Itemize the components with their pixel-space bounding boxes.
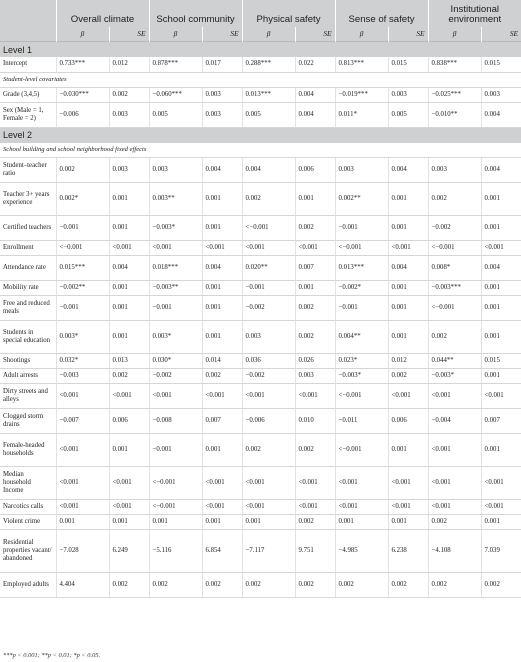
beta-value-cell: −0.007 bbox=[56, 408, 109, 433]
beta-value-cell: <0.001 bbox=[242, 499, 295, 514]
beta-value-cell: <0.001 bbox=[242, 383, 295, 408]
beta-value-cell: 0.023* bbox=[335, 353, 388, 368]
se-value-cell: 9.751 bbox=[295, 529, 335, 572]
se-value-cell: <0.001 bbox=[388, 499, 428, 514]
se-value-cell: 0.001 bbox=[109, 215, 149, 240]
row-label: Student–teacher ratio bbox=[0, 157, 56, 182]
beta-value-cell: −0.001 bbox=[335, 215, 388, 240]
se-value-cell: <0.001 bbox=[202, 240, 242, 255]
beta-value-cell: <0.001 bbox=[428, 499, 481, 514]
beta-value-cell: −7.117 bbox=[242, 529, 295, 572]
row-label: Violent crime bbox=[0, 514, 56, 529]
beta-value-cell: −0.003* bbox=[428, 368, 481, 383]
beta-value-cell: 0.015*** bbox=[56, 255, 109, 280]
se-value-cell: <0.001 bbox=[388, 466, 428, 499]
se-value-cell: 0.006 bbox=[109, 408, 149, 433]
beta-value-cell: <0.001 bbox=[149, 240, 202, 255]
beta-value-cell: −0.002 bbox=[242, 295, 295, 320]
se-value-cell: 0.001 bbox=[109, 182, 149, 215]
se-header: SE bbox=[109, 27, 149, 42]
se-value-cell: 0.001 bbox=[295, 280, 335, 295]
se-header: SE bbox=[388, 27, 428, 42]
header-physical-safety: Physical safety bbox=[242, 0, 335, 27]
beta-value-cell: 0.005 bbox=[149, 102, 202, 127]
beta-value-cell: −0.060*** bbox=[149, 87, 202, 102]
row-label: Median household Income bbox=[0, 466, 56, 499]
se-value-cell: 0.001 bbox=[202, 514, 242, 529]
beta-value-cell: <−0.001 bbox=[149, 466, 202, 499]
se-value-cell: <0.001 bbox=[388, 240, 428, 255]
beta-value-cell: 0.733*** bbox=[56, 57, 109, 72]
beta-value-cell: 0.001 bbox=[335, 514, 388, 529]
se-value-cell: 0.001 bbox=[388, 320, 428, 353]
se-value-cell: 0.001 bbox=[481, 295, 521, 320]
beta-value-cell: <0.001 bbox=[56, 433, 109, 466]
row-label: Mobility rate bbox=[0, 280, 56, 295]
se-value-cell: 0.015 bbox=[481, 353, 521, 368]
beta-value-cell: 0.044** bbox=[428, 353, 481, 368]
beta-value-cell: 0.002 bbox=[335, 572, 388, 597]
row-label: Sex (Male = 1, Female = 2) bbox=[0, 102, 56, 127]
beta-value-cell: −0.001 bbox=[149, 433, 202, 466]
se-value-cell: 0.001 bbox=[295, 182, 335, 215]
se-value-cell: 6.238 bbox=[388, 529, 428, 572]
beta-value-cell: 0.002 bbox=[428, 514, 481, 529]
beta-value-cell: −0.006 bbox=[242, 408, 295, 433]
beta-value-cell: <−0.001 bbox=[335, 383, 388, 408]
table-row bbox=[0, 383, 521, 408]
se-value-cell: 0.004 bbox=[481, 157, 521, 182]
table-row bbox=[0, 466, 521, 499]
beta-value-cell: 0.003 bbox=[428, 157, 481, 182]
beta-value-cell: −0.003*** bbox=[428, 280, 481, 295]
beta-value-cell: <0.001 bbox=[149, 383, 202, 408]
se-value-cell: 0.007 bbox=[295, 255, 335, 280]
se-value-cell: 0.002 bbox=[295, 215, 335, 240]
se-value-cell: 0.001 bbox=[481, 514, 521, 529]
beta-value-cell: 0.002 bbox=[428, 182, 481, 215]
se-value-cell: 0.022 bbox=[295, 57, 335, 72]
beta-value-cell: <−0.001 bbox=[428, 295, 481, 320]
table-row bbox=[0, 368, 521, 383]
outcome-header-row bbox=[0, 0, 521, 27]
level-1-label: Level 1 bbox=[0, 42, 521, 58]
se-value-cell: <0.001 bbox=[202, 466, 242, 499]
table-row bbox=[0, 215, 521, 240]
table-row bbox=[0, 182, 521, 215]
se-value-cell: 0.001 bbox=[481, 368, 521, 383]
se-value-cell: 0.006 bbox=[295, 157, 335, 182]
se-value-cell: <0.001 bbox=[109, 383, 149, 408]
beta-value-cell: <0.001 bbox=[242, 240, 295, 255]
beta-value-cell: 0.004 bbox=[242, 157, 295, 182]
beta-value-cell: <−0.001 bbox=[242, 215, 295, 240]
beta-value-cell: −0.002 bbox=[242, 368, 295, 383]
header-sense-of-safety: Sense of safety bbox=[335, 0, 428, 27]
row-label: Enrollment bbox=[0, 240, 56, 255]
se-value-cell: 0.001 bbox=[202, 295, 242, 320]
se-value-cell: 0.002 bbox=[388, 368, 428, 383]
se-value-cell: <0.001 bbox=[109, 240, 149, 255]
table-row bbox=[0, 529, 521, 572]
beta-value-cell: −0.001 bbox=[56, 295, 109, 320]
beta-value-cell: <−0.001 bbox=[149, 499, 202, 514]
se-value-cell: 0.015 bbox=[388, 57, 428, 72]
beta-value-cell: −0.003* bbox=[149, 215, 202, 240]
se-value-cell: <0.001 bbox=[109, 499, 149, 514]
se-value-cell: <0.001 bbox=[295, 466, 335, 499]
beta-value-cell: 0.001 bbox=[149, 514, 202, 529]
se-value-cell: <0.001 bbox=[295, 383, 335, 408]
beta-value-cell: <−0.001 bbox=[335, 433, 388, 466]
beta-value-cell: 0.001 bbox=[242, 514, 295, 529]
se-value-cell: 0.012 bbox=[388, 353, 428, 368]
se-value-cell: 0.001 bbox=[481, 215, 521, 240]
beta-header: β bbox=[242, 27, 295, 42]
beta-value-cell: 0.030* bbox=[149, 353, 202, 368]
se-value-cell: 0.026 bbox=[295, 353, 335, 368]
table-row bbox=[0, 157, 521, 182]
beta-value-cell: <0.001 bbox=[428, 433, 481, 466]
table-row bbox=[0, 572, 521, 597]
se-value-cell: 0.002 bbox=[295, 572, 335, 597]
se-value-cell: 0.015 bbox=[481, 57, 521, 72]
beta-value-cell: −0.001 bbox=[56, 215, 109, 240]
se-value-cell: 0.001 bbox=[388, 295, 428, 320]
covariates-subheader bbox=[0, 72, 521, 87]
se-value-cell: <0.001 bbox=[388, 383, 428, 408]
se-value-cell: 0.001 bbox=[202, 280, 242, 295]
table-row bbox=[0, 408, 521, 433]
beta-value-cell: −0.010** bbox=[428, 102, 481, 127]
se-value-cell: <0.001 bbox=[109, 466, 149, 499]
se-value-cell: 6.854 bbox=[202, 529, 242, 572]
se-value-cell: 0.002 bbox=[481, 572, 521, 597]
level-2-header bbox=[0, 127, 521, 143]
beta-value-cell: 0.002** bbox=[335, 182, 388, 215]
se-value-cell: 0.001 bbox=[481, 182, 521, 215]
se-value-cell: 0.001 bbox=[109, 514, 149, 529]
se-value-cell: 0.001 bbox=[481, 280, 521, 295]
row-label: Grade (3,4,5) bbox=[0, 87, 56, 102]
beta-value-cell: −0.008 bbox=[149, 408, 202, 433]
beta-value-cell: 0.003** bbox=[149, 182, 202, 215]
beta-value-cell: 0.020** bbox=[242, 255, 295, 280]
row-label: Adult arrests bbox=[0, 368, 56, 383]
se-value-cell: 0.007 bbox=[202, 408, 242, 433]
se-value-cell: 0.001 bbox=[202, 433, 242, 466]
table-row bbox=[0, 240, 521, 255]
beta-value-cell: 0.003* bbox=[56, 320, 109, 353]
row-label: Intercept bbox=[0, 57, 56, 72]
beta-value-cell: <0.001 bbox=[428, 383, 481, 408]
se-value-cell: 0.002 bbox=[388, 572, 428, 597]
row-label: Clogged storm drains bbox=[0, 408, 56, 433]
beta-value-cell: 0.036 bbox=[242, 353, 295, 368]
stat-header-row bbox=[0, 27, 521, 42]
beta-value-cell: 0.003 bbox=[242, 320, 295, 353]
beta-value-cell: 0.032* bbox=[56, 353, 109, 368]
table-row bbox=[0, 433, 521, 466]
se-value-cell: <0.001 bbox=[295, 240, 335, 255]
beta-value-cell: 0.003* bbox=[149, 320, 202, 353]
beta-value-cell: 0.018*** bbox=[149, 255, 202, 280]
se-value-cell: 6.249 bbox=[109, 529, 149, 572]
beta-value-cell: <0.001 bbox=[242, 466, 295, 499]
row-label: Students in special education bbox=[0, 320, 56, 353]
beta-value-cell: −0.002 bbox=[428, 215, 481, 240]
beta-value-cell: 0.002 bbox=[242, 182, 295, 215]
se-value-cell: <0.001 bbox=[481, 240, 521, 255]
se-header: SE bbox=[295, 27, 335, 42]
beta-value-cell: −7.028 bbox=[56, 529, 109, 572]
se-value-cell: 0.002 bbox=[109, 572, 149, 597]
beta-value-cell: −0.003** bbox=[149, 280, 202, 295]
se-value-cell: 0.003 bbox=[109, 157, 149, 182]
se-value-cell: 0.001 bbox=[481, 320, 521, 353]
se-value-cell: 0.002 bbox=[295, 433, 335, 466]
row-label: Free and reduced meals bbox=[0, 295, 56, 320]
se-value-cell: 0.017 bbox=[202, 57, 242, 72]
beta-value-cell: −4.108 bbox=[428, 529, 481, 572]
se-value-cell: 0.001 bbox=[202, 320, 242, 353]
covariates-label: Student-level covariates bbox=[0, 72, 521, 87]
beta-value-cell: −0.025*** bbox=[428, 87, 481, 102]
row-label: Attendance rate bbox=[0, 255, 56, 280]
beta-value-cell: <0.001 bbox=[56, 466, 109, 499]
effects-subheader bbox=[0, 143, 521, 158]
se-value-cell: 0.002 bbox=[295, 295, 335, 320]
table-row bbox=[0, 57, 521, 72]
se-value-cell: 0.003 bbox=[388, 87, 428, 102]
beta-value-cell: <0.001 bbox=[56, 499, 109, 514]
beta-value-cell: <−0.001 bbox=[428, 240, 481, 255]
se-value-cell: 0.003 bbox=[109, 102, 149, 127]
beta-value-cell: 0.002 bbox=[56, 157, 109, 182]
table-row bbox=[0, 295, 521, 320]
se-value-cell: 0.001 bbox=[202, 215, 242, 240]
se-value-cell: 0.004 bbox=[295, 102, 335, 127]
se-value-cell: 0.004 bbox=[481, 102, 521, 127]
header-school-community: School community bbox=[149, 0, 242, 27]
se-value-cell: 0.001 bbox=[388, 280, 428, 295]
se-value-cell: 0.003 bbox=[202, 102, 242, 127]
beta-value-cell: −0.003 bbox=[56, 368, 109, 383]
beta-value-cell: 0.011* bbox=[335, 102, 388, 127]
beta-header: β bbox=[56, 27, 109, 42]
level-2-label: Level 2 bbox=[0, 127, 521, 143]
beta-value-cell: −0.019*** bbox=[335, 87, 388, 102]
beta-value-cell: 0.002 bbox=[428, 572, 481, 597]
beta-value-cell: 0.005 bbox=[242, 102, 295, 127]
beta-value-cell: −0.002* bbox=[335, 280, 388, 295]
corner-cell bbox=[0, 0, 56, 27]
beta-header: β bbox=[149, 27, 202, 42]
se-value-cell: 0.002 bbox=[295, 320, 335, 353]
beta-value-cell: 0.878*** bbox=[149, 57, 202, 72]
table-row bbox=[0, 87, 521, 102]
table-row bbox=[0, 102, 521, 127]
se-value-cell: 0.003 bbox=[202, 87, 242, 102]
se-value-cell: 0.003 bbox=[295, 368, 335, 383]
level-1-header bbox=[0, 42, 521, 58]
beta-value-cell: −0.030*** bbox=[56, 87, 109, 102]
se-value-cell: 0.002 bbox=[295, 514, 335, 529]
se-value-cell: 0.001 bbox=[388, 433, 428, 466]
se-header: SE bbox=[481, 27, 521, 42]
se-value-cell: <0.001 bbox=[202, 499, 242, 514]
se-value-cell: 0.004 bbox=[202, 255, 242, 280]
se-value-cell: 0.001 bbox=[109, 280, 149, 295]
beta-value-cell: −0.001 bbox=[335, 295, 388, 320]
beta-value-cell: 0.002* bbox=[56, 182, 109, 215]
beta-header: β bbox=[428, 27, 481, 42]
beta-value-cell: 0.013*** bbox=[335, 255, 388, 280]
se-value-cell: 0.003 bbox=[481, 87, 521, 102]
header-institutional-environment: Institutional environment bbox=[428, 0, 521, 27]
beta-value-cell: <0.001 bbox=[428, 466, 481, 499]
beta-value-cell: 0.003 bbox=[335, 157, 388, 182]
table-row bbox=[0, 320, 521, 353]
beta-value-cell: 0.001 bbox=[56, 514, 109, 529]
se-value-cell: 0.002 bbox=[202, 368, 242, 383]
se-value-cell: 0.013 bbox=[109, 353, 149, 368]
row-label: Dirty streets and alleys bbox=[0, 383, 56, 408]
beta-value-cell: 0.002 bbox=[242, 433, 295, 466]
beta-value-cell: <−0.001 bbox=[56, 240, 109, 255]
se-value-cell: 0.001 bbox=[202, 182, 242, 215]
se-value-cell: 0.002 bbox=[109, 368, 149, 383]
beta-value-cell: −4.985 bbox=[335, 529, 388, 572]
row-label: Certified teachers bbox=[0, 215, 56, 240]
beta-value-cell: −0.004 bbox=[428, 408, 481, 433]
table-row bbox=[0, 514, 521, 529]
beta-value-cell: 0.004** bbox=[335, 320, 388, 353]
se-value-cell: 0.001 bbox=[109, 320, 149, 353]
se-value-cell: 0.001 bbox=[388, 514, 428, 529]
beta-header: β bbox=[335, 27, 388, 42]
se-value-cell: 0.001 bbox=[481, 433, 521, 466]
se-value-cell: 0.012 bbox=[109, 57, 149, 72]
beta-value-cell: 0.002 bbox=[428, 320, 481, 353]
se-value-cell: <0.001 bbox=[481, 383, 521, 408]
se-value-cell: 0.005 bbox=[388, 102, 428, 127]
se-value-cell: 0.002 bbox=[109, 87, 149, 102]
se-value-cell: 0.001 bbox=[388, 215, 428, 240]
beta-value-cell: −0.003* bbox=[335, 368, 388, 383]
se-value-cell: 0.007 bbox=[481, 408, 521, 433]
row-label: Female-headed households bbox=[0, 433, 56, 466]
row-label: Shootings bbox=[0, 353, 56, 368]
row-label: Residential properties vacant/ abandoned bbox=[0, 529, 56, 572]
table-row bbox=[0, 255, 521, 280]
beta-value-cell: −0.006 bbox=[56, 102, 109, 127]
se-value-cell: 0.004 bbox=[295, 87, 335, 102]
se-value-cell: <0.001 bbox=[202, 383, 242, 408]
table-row bbox=[0, 280, 521, 295]
se-value-cell: 0.006 bbox=[388, 408, 428, 433]
beta-value-cell: <0.001 bbox=[335, 499, 388, 514]
corner-cell bbox=[0, 27, 56, 42]
se-value-cell: 0.001 bbox=[388, 182, 428, 215]
beta-value-cell: 0.838*** bbox=[428, 57, 481, 72]
row-label: Teacher 3+ years experience bbox=[0, 182, 56, 215]
beta-value-cell: 0.288*** bbox=[242, 57, 295, 72]
beta-value-cell: 0.013*** bbox=[242, 87, 295, 102]
se-value-cell: <0.001 bbox=[481, 499, 521, 514]
beta-value-cell: −0.002 bbox=[149, 368, 202, 383]
effects-label: School building and school neighborhood fixed effects bbox=[0, 143, 521, 158]
se-value-cell: 0.001 bbox=[109, 295, 149, 320]
se-value-cell: 0.014 bbox=[202, 353, 242, 368]
table-row bbox=[0, 499, 521, 514]
beta-value-cell: −0.002** bbox=[56, 280, 109, 295]
beta-value-cell: 0.002 bbox=[149, 572, 202, 597]
se-value-cell: 0.004 bbox=[109, 255, 149, 280]
beta-value-cell: 4.404 bbox=[56, 572, 109, 597]
se-value-cell: 0.004 bbox=[388, 157, 428, 182]
beta-value-cell: 0.003 bbox=[149, 157, 202, 182]
beta-value-cell: <−0.001 bbox=[335, 240, 388, 255]
se-value-cell: 0.001 bbox=[109, 433, 149, 466]
se-value-cell: 0.010 bbox=[295, 408, 335, 433]
row-label: Narcotics calls bbox=[0, 499, 56, 514]
beta-value-cell: <0.001 bbox=[335, 466, 388, 499]
se-value-cell: 0.002 bbox=[202, 572, 242, 597]
beta-value-cell: −0.001 bbox=[149, 295, 202, 320]
se-value-cell: <0.001 bbox=[481, 466, 521, 499]
row-label: Employed adults bbox=[0, 572, 56, 597]
se-value-cell: 0.004 bbox=[202, 157, 242, 182]
beta-value-cell: 0.002 bbox=[242, 572, 295, 597]
se-header: SE bbox=[202, 27, 242, 42]
se-value-cell: 0.004 bbox=[388, 255, 428, 280]
se-value-cell: 7.039 bbox=[481, 529, 521, 572]
significance-footnote: ***p < 0.001; **p < 0.01; *p < 0.05. bbox=[3, 652, 101, 659]
beta-value-cell: 0.813*** bbox=[335, 57, 388, 72]
header-overall-climate: Overall climate bbox=[56, 0, 149, 27]
beta-value-cell: −0.001 bbox=[242, 280, 295, 295]
beta-value-cell: <0.001 bbox=[56, 383, 109, 408]
table-row bbox=[0, 353, 521, 368]
beta-value-cell: −0.011 bbox=[335, 408, 388, 433]
se-value-cell: <0.001 bbox=[295, 499, 335, 514]
beta-value-cell: 0.008* bbox=[428, 255, 481, 280]
beta-value-cell: −5.116 bbox=[149, 529, 202, 572]
se-value-cell: 0.004 bbox=[481, 255, 521, 280]
